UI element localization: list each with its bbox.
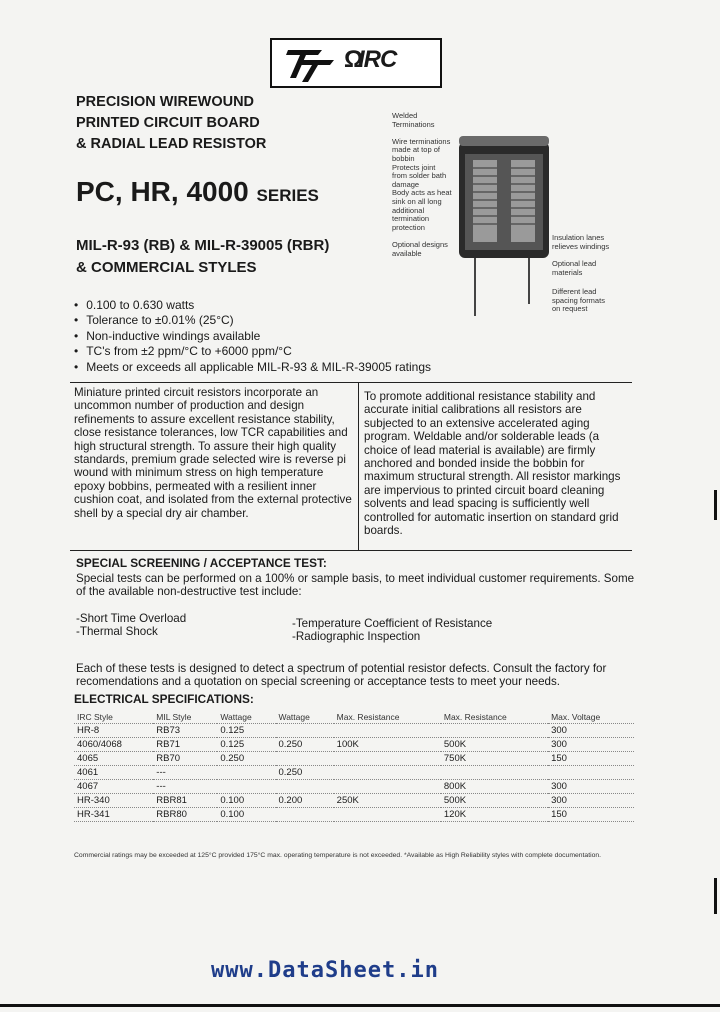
column-header: MIL Style bbox=[153, 710, 217, 724]
figure-note: Terminations bbox=[392, 119, 435, 129]
table-cell: 500K bbox=[441, 738, 548, 752]
table-cell: 300 bbox=[548, 738, 634, 752]
figure-note: protection bbox=[392, 222, 425, 232]
table-cell: RBR80 bbox=[153, 808, 217, 822]
screening-tests-right bbox=[292, 617, 492, 644]
table-row bbox=[74, 738, 634, 752]
product-title bbox=[76, 92, 266, 155]
figure-note: on request bbox=[552, 304, 588, 314]
series-suffix: SERIES bbox=[256, 186, 319, 205]
feature-item: • TC's from ±2 ppm/°C to +6000 ppm/°C bbox=[74, 344, 431, 359]
table-cell: 300 bbox=[548, 780, 634, 794]
table-cell: 0.200 bbox=[276, 794, 334, 808]
table-cell bbox=[276, 752, 334, 766]
table-cell: 250K bbox=[334, 794, 441, 808]
table-cell: RB71 bbox=[153, 738, 217, 752]
figure-note: Protects joint bbox=[392, 162, 436, 172]
table-cell: HR-341 bbox=[74, 808, 153, 822]
figure-right-notes-3 bbox=[552, 288, 605, 314]
table-cell: HR-340 bbox=[74, 794, 153, 808]
figure-note: damage bbox=[392, 179, 420, 189]
mil-line: MIL-R-93 (RB) & MIL-R-39005 (RBR) bbox=[76, 237, 330, 254]
table-cell bbox=[441, 724, 548, 738]
column-header: Max. Resistance bbox=[441, 710, 548, 724]
figure-right-notes-2 bbox=[552, 260, 596, 277]
table-cell: --- bbox=[153, 766, 217, 780]
table-cell: 150 bbox=[548, 752, 634, 766]
table-cell bbox=[334, 766, 441, 780]
table-cell: 120K bbox=[441, 808, 548, 822]
table-cell: HR-8 bbox=[74, 724, 153, 738]
electrical-spec-table bbox=[74, 710, 634, 822]
table-cell: 0.100 bbox=[217, 808, 275, 822]
tt-logo-icon bbox=[278, 44, 340, 82]
column-header: Wattage bbox=[276, 710, 334, 724]
table-cell bbox=[334, 752, 441, 766]
figure-left-notes bbox=[392, 112, 452, 258]
table-row bbox=[74, 752, 634, 766]
test-item: -Thermal Shock bbox=[76, 625, 158, 639]
figure-note: Wire terminations bbox=[392, 136, 451, 146]
table-cell bbox=[441, 766, 548, 780]
column-divider bbox=[358, 382, 359, 550]
table-cell: 4061 bbox=[74, 766, 153, 780]
scan-edge-mark bbox=[714, 490, 717, 520]
mil-styles-heading bbox=[76, 235, 329, 279]
figure-note: made at top of bbox=[392, 145, 440, 155]
table-cell: RBR81 bbox=[153, 794, 217, 808]
irc-brand: IRC bbox=[358, 46, 397, 73]
table-cell: 300 bbox=[548, 794, 634, 808]
table-cell: 800K bbox=[441, 780, 548, 794]
column-header: Max. Resistance bbox=[334, 710, 441, 724]
figure-note: available bbox=[392, 248, 422, 258]
table-footnote: Commercial ratings may be exceeded at 125°C provided 175°C max. operating temperature is not exceeded. *Available as High Reliability styles with complete documentation. bbox=[74, 852, 602, 859]
table-cell bbox=[276, 724, 334, 738]
table-cell bbox=[334, 780, 441, 794]
figure-note: Welded bbox=[392, 111, 418, 120]
table-cell: 0.100 bbox=[217, 794, 275, 808]
figure-note: bobbin bbox=[392, 153, 415, 163]
table-cell: --- bbox=[153, 780, 217, 794]
bottom-border bbox=[0, 1004, 720, 1007]
figure-note: Optional lead bbox=[552, 259, 597, 268]
test-item: -Short Time Overload bbox=[76, 612, 187, 625]
figure-note: relieves windings bbox=[552, 241, 610, 251]
table-row bbox=[74, 724, 634, 738]
table-cell bbox=[334, 808, 441, 822]
feature-item: • Non-inductive windings available bbox=[74, 329, 431, 344]
section-divider bbox=[70, 382, 632, 383]
figure-note: additional bbox=[392, 205, 425, 215]
resistor-illustration bbox=[455, 128, 555, 328]
series-main: PC, HR, 4000 bbox=[76, 176, 249, 207]
table-cell: 4065 bbox=[74, 752, 153, 766]
description-right: To promote additional resistance stability and accurate initial calibrations all resistors are subjected to an extensive accelerated aging program. Weldable and/or solderable leads (a choice of lead material is available) are firmly anchored and bonded inside the bobbin for maximum structural strength. All resistor markings are impervious to printed circuit board cleaning solvents and lead spacing is sufficiently well controlled for automatic insertion on standard grid boards. bbox=[364, 390, 621, 538]
table-cell: RB73 bbox=[153, 724, 217, 738]
figure-right-notes-1 bbox=[552, 234, 609, 251]
table-cell: 4067 bbox=[74, 780, 153, 794]
table-cell: 0.250 bbox=[276, 766, 334, 780]
scan-edge-mark bbox=[714, 878, 717, 914]
table-header-row bbox=[74, 710, 634, 724]
screening-intro: Special tests can be performed on a 100% or sample basis, to meet individual customer requirements. Some of the available non-destructive test include: bbox=[76, 572, 635, 599]
feature-item: • Tolerance to ±0.01% (25°C) bbox=[74, 313, 431, 328]
table-row bbox=[74, 780, 634, 794]
table-cell: RB70 bbox=[153, 752, 217, 766]
figure-note: materials bbox=[552, 267, 583, 277]
section-divider bbox=[70, 550, 632, 551]
description-left: Miniature printed circuit resistors incorporate an uncommon number of production and design refinements to assure excellent resistance stability, close resistance tolerances, low TCR capabilities and high structural strength. To assure their high quality standards, premium grade selected wire is reverse pi wound with minimum stress on high temperature epoxy bobbins, permeated with a resilient inner cushion coat, and isolated from the external protective shell by a special dry air chamber. bbox=[74, 386, 352, 520]
table-cell: 0.250 bbox=[217, 752, 275, 766]
figure-note: spacing formats bbox=[552, 295, 605, 305]
title-line: PRINTED CIRCUIT BOARD bbox=[76, 115, 260, 131]
table-row bbox=[74, 808, 634, 822]
table-cell: 4060/4068 bbox=[74, 738, 153, 752]
column-header: Max. Voltage bbox=[548, 710, 634, 724]
table-row bbox=[74, 766, 634, 780]
feature-list bbox=[74, 298, 431, 375]
title-line: PRECISION WIREWOUND bbox=[76, 94, 255, 110]
table-cell bbox=[334, 724, 441, 738]
feature-item: • Meets or exceeds all applicable MIL-R-93 & MIL-R-39005 ratings bbox=[74, 360, 431, 375]
figure-note: Body acts as heat bbox=[392, 188, 452, 198]
electrical-title: ELECTRICAL SPECIFICATIONS: bbox=[74, 692, 254, 706]
table-cell: 0.125 bbox=[217, 724, 275, 738]
table-cell: 150 bbox=[548, 808, 634, 822]
test-item: -Radiographic Inspection bbox=[292, 630, 421, 644]
test-item: -Temperature Coefficient of Resistance bbox=[292, 617, 493, 630]
figure-note: termination bbox=[392, 214, 430, 224]
figure-note: sink on all long bbox=[392, 196, 442, 206]
series-heading bbox=[76, 176, 319, 208]
table-cell: 300 bbox=[548, 724, 634, 738]
table-cell bbox=[217, 780, 275, 794]
feature-item: • 0.100 to 0.630 watts bbox=[74, 298, 431, 313]
table-cell bbox=[276, 808, 334, 822]
table-cell: 500K bbox=[441, 794, 548, 808]
mil-line: & COMMERCIAL STYLES bbox=[76, 259, 257, 276]
table-cell bbox=[548, 766, 634, 780]
column-header: Wattage bbox=[217, 710, 275, 724]
table-cell: 750K bbox=[441, 752, 548, 766]
screening-closing: Each of these tests is designed to detect a spectrum of potential resistor defects. Consult the factory for recomendations and a quotation on special screening or acceptance tests to meet your needs. bbox=[76, 662, 607, 689]
footer-url[interactable]: www.DataSheet.in bbox=[211, 958, 439, 983]
table-cell bbox=[217, 766, 275, 780]
table-cell: 100K bbox=[334, 738, 441, 752]
omega-symbol: Ω bbox=[344, 46, 364, 73]
figure-note: Insulation lanes bbox=[552, 233, 605, 242]
table-row bbox=[74, 794, 634, 808]
column-header: IRC Style bbox=[74, 710, 153, 724]
title-line: & RADIAL LEAD RESISTOR bbox=[76, 136, 267, 152]
figure-note: Different lead bbox=[552, 287, 597, 296]
table-cell: 0.250 bbox=[276, 738, 334, 752]
figure-note: from solder bath bbox=[392, 171, 447, 181]
table-cell bbox=[276, 780, 334, 794]
figure-note: Optional designs bbox=[392, 239, 448, 249]
company-logo bbox=[270, 38, 442, 88]
screening-title: SPECIAL SCREENING / ACCEPTANCE TEST: bbox=[76, 556, 327, 570]
screening-tests-left bbox=[76, 612, 186, 639]
table-cell: 0.125 bbox=[217, 738, 275, 752]
